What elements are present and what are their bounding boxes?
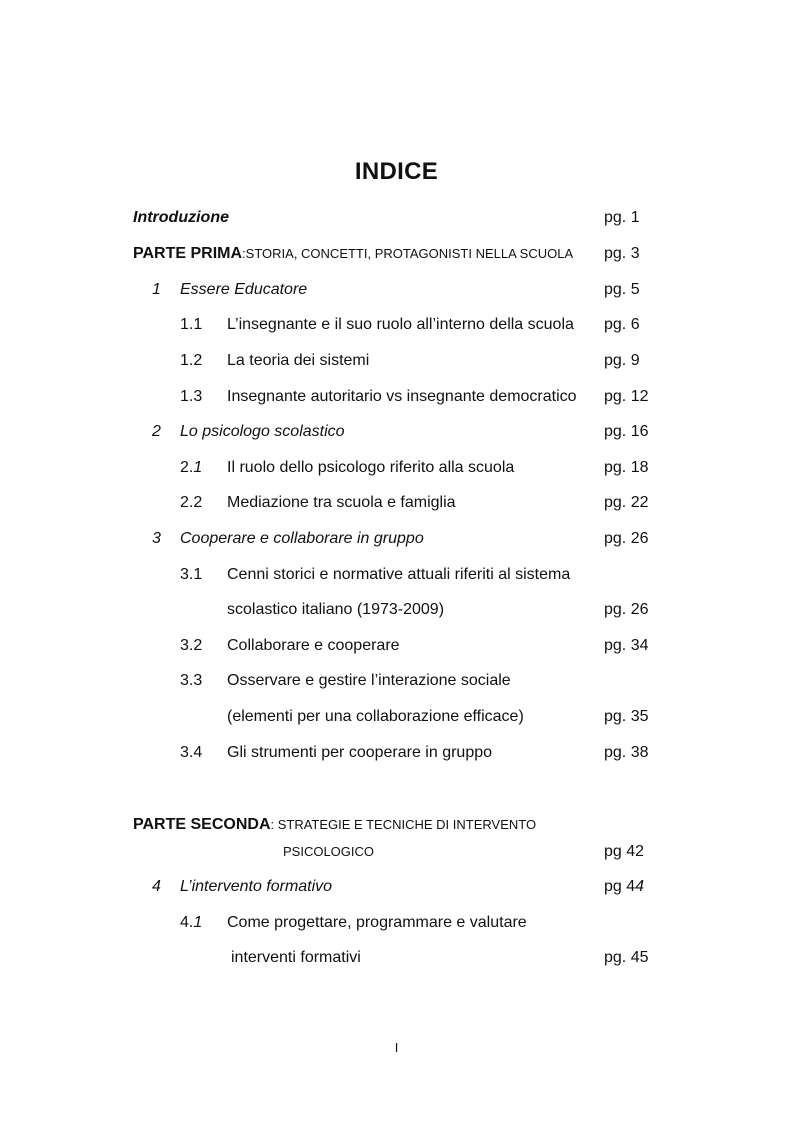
toc-s4-1-page: pg. 45 — [604, 949, 649, 966]
toc-s3-4-num: 3.4 — [180, 744, 203, 761]
toc-part2-page: pg 42 — [604, 843, 645, 860]
toc-s3-3-title-line1: Osservare e gestire l’interazione sociale — [227, 672, 511, 689]
toc-s3-1-num: 3.1 — [180, 566, 203, 583]
toc-s3-1-title-line1: Cenni storici e normative attuali riferiti al sistema — [227, 566, 571, 583]
toc-s1-2-page: pg. 9 — [604, 352, 640, 369]
toc-s2-1-num — [180, 458, 202, 478]
toc-ch2-page: pg. 16 — [604, 423, 649, 440]
toc-ch1-page: pg. 5 — [604, 281, 640, 298]
part1-subtitle: :STORIA, CONCETTI, PROTAGONISTI NELLA SCUOLA — [242, 246, 574, 261]
toc-ch3-page: pg. 26 — [604, 530, 649, 547]
toc-ch3-title: Cooperare e collaborare in gruppo — [180, 530, 424, 547]
toc-ch2-title: Lo psicologo scolastico — [180, 423, 345, 440]
toc-s1-3-page: pg. 12 — [604, 388, 649, 405]
toc-ch1-num: 1 — [152, 281, 161, 298]
ch4-page-a: pg 4 — [604, 878, 636, 895]
toc-s4-1-num — [180, 913, 202, 933]
s2-1-num-major: 2. — [180, 459, 194, 476]
toc-ch1-title: Essere Educatore — [180, 281, 308, 298]
toc-intro-page: pg. 1 — [604, 209, 640, 226]
toc-s3-2-num: 3.2 — [180, 637, 203, 654]
toc-s1-1-num: 1.1 — [180, 316, 203, 333]
toc-s3-3-page: pg. 35 — [604, 708, 649, 725]
page-number: I — [394, 1040, 399, 1055]
toc-ch4-num: 4 — [152, 878, 161, 895]
toc-s1-1-title: L’insegnante e il suo ruolo all’interno della scuola — [227, 316, 574, 333]
toc-part1-title — [133, 244, 573, 264]
toc-s4-1-title-line1: Come progettare, programmare e valutare — [227, 914, 527, 931]
toc-s3-1-title-line2: scolastico italiano (1973-2009) — [227, 601, 445, 618]
toc-s3-2-page: pg. 34 — [604, 637, 649, 654]
toc-part1-page: pg. 3 — [604, 245, 640, 262]
toc-s2-2-title: Mediazione tra scuola e famiglia — [227, 494, 456, 511]
part1-heading: PARTE PRIMA — [133, 245, 243, 262]
toc-s1-2-num: 1.2 — [180, 352, 203, 369]
part2-subtitle-line1: : STRATEGIE E TECNICHE DI INTERVENTO — [270, 817, 537, 832]
toc-s1-1-page: pg. 6 — [604, 316, 640, 333]
toc-s2-2-num: 2.2 — [180, 494, 203, 511]
toc-s3-1-page: pg. 26 — [604, 601, 649, 618]
s2-1-num-minor: 1 — [193, 459, 203, 476]
page-title: INDICE — [354, 158, 439, 185]
toc-part2-title — [133, 815, 536, 835]
toc-s3-3-num: 3.3 — [180, 672, 203, 689]
toc-ch4-title: L’intervento formativo — [180, 878, 333, 895]
toc-s3-4-title: Gli strumenti per cooperare in gruppo — [227, 744, 493, 761]
toc-intro-label: Introduzione — [133, 209, 229, 226]
toc-s2-1-page: pg. 18 — [604, 459, 649, 476]
toc-ch4-page — [604, 877, 644, 897]
toc-ch2-num: 2 — [152, 423, 161, 440]
part2-heading: PARTE SECONDA — [133, 816, 271, 833]
toc-s3-3-title-line2: (elementi per una collaborazione efficace) — [227, 708, 524, 725]
toc-s2-2-page: pg. 22 — [604, 494, 649, 511]
toc-s4-1-title-line2: interventi formativi — [231, 949, 361, 966]
toc-s1-3-title: Insegnante autoritario vs insegnante democratico — [227, 388, 577, 405]
toc-s2-1-title: Il ruolo dello psicologo riferito alla scuola — [227, 459, 515, 476]
part2-subtitle-line2: PSICOLOGICO — [283, 844, 375, 859]
toc-s3-2-title: Collaborare e cooperare — [227, 637, 400, 654]
s4-1-num-minor: 1 — [193, 914, 203, 931]
toc-ch3-num: 3 — [152, 530, 161, 547]
toc-s1-3-num: 1.3 — [180, 388, 203, 405]
s4-1-num-major: 4. — [180, 914, 194, 931]
toc-s1-2-title: La teoria dei sistemi — [227, 352, 370, 369]
toc-s3-4-page: pg. 38 — [604, 744, 649, 761]
ch4-page-b: 4 — [635, 878, 645, 895]
